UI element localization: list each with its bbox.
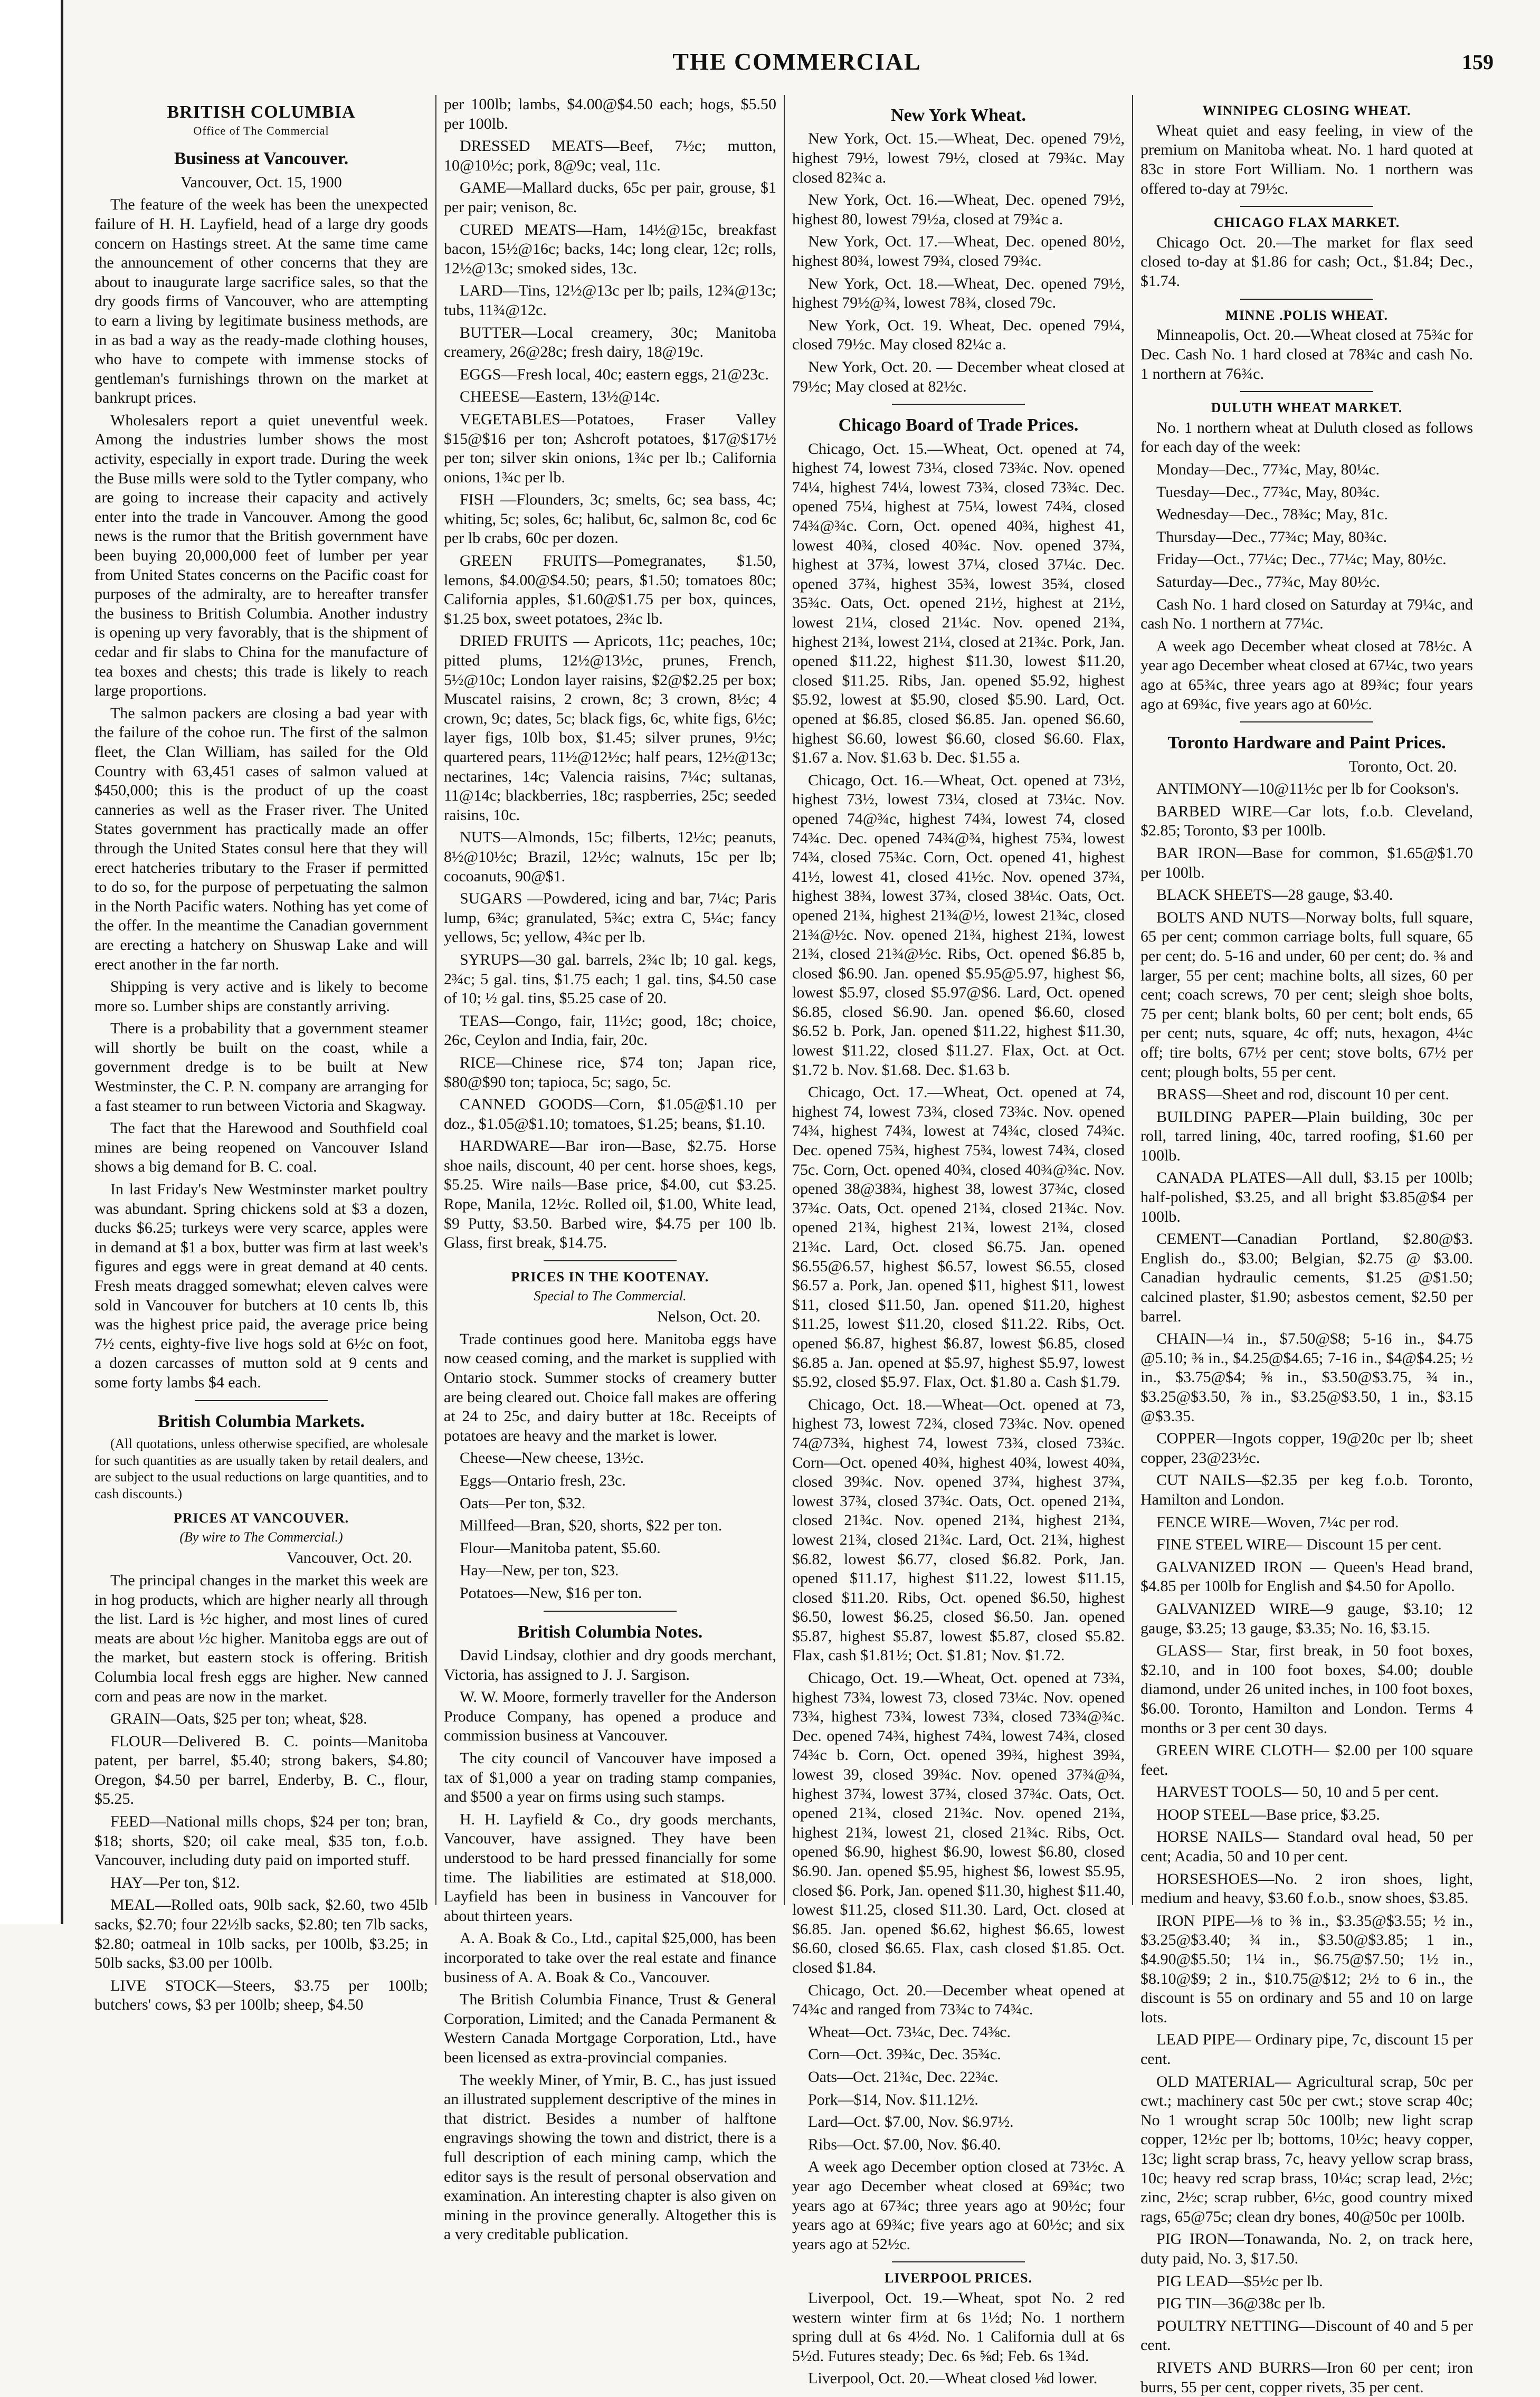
columns [87,95,1507,2396]
paragraph: A week ago December wheat closed at 78½c. A year ago December wheat closed at 67¼c, two years ago at 65¾c, three years ago at 89¾c; four years ago at 69¾c, five years ago at 60½c. [1140,637,1473,713]
section-subtitle: Office of The Commercial [193,124,329,138]
price-item: GREEN FRUITS—Pomegranates, $1.50, lemons, $4.00@$4.50; pears, $1.50; tomatoes 80c; California apples, $1.60@$1.75 per box, quinces, $1.25 box, sweet potatoes, 2¾c lb. [444,552,776,627]
heading-bc-markets: British Columbia Markets. [158,1411,365,1431]
divider [1240,391,1373,392]
price-item: Oats—Per ton, $32. [460,1494,586,1512]
price-item: NUTS—Almonds, 15c; filberts, 12½c; peanuts, 8½@10½c; Brazil, 12½c; walnuts, 15c per lb; cocoanuts, 90@$1. [444,829,776,885]
paragraph: Shipping is very active and is likely to become more so. Lumber ships are constantly arriving. [94,978,428,1015]
paragraph: The city council of Vancouver have imposed a tax of $1,000 a year on trading stamp companies, and $500 a year on firms using such stamps. [444,1749,776,1806]
price-item: ANTIMONY—10@11½c per lb for Cookson's. [1156,780,1459,798]
binding-spine [0,0,63,1924]
paragraph: Liverpool, Oct. 20.—Wheat closed ⅛d lower. [808,2370,1098,2388]
price-item: LIVE STOCK—Steers, $3.75 per 100lb; butchers' cows, $3 per 100lb; sheep, $4.50 [94,1976,428,2014]
heading-prices-vancouver: PRICES AT VANCOUVER. [173,1510,349,1526]
running-head [87,32,1507,90]
page-number: 159 [1462,50,1494,74]
paragraph: David Lindsay, clothier and dry goods merchant, Victoria, has assigned to J. J. Sargison. [444,1647,776,1683]
column-3 [784,95,1132,2388]
price-item: COPPER—Ingots copper, 19@20c per lb; sheet copper, 23@23½c. [1140,1430,1473,1467]
price-item: BOLTS AND NUTS—Norway bolts, full square, 65 per cent; common carriage bolts, full square, 65 per cent; do. 5-16 and under, 60 per cent; do. ⅜ and larger, 55 per cent; machine bolts, all sizes, 60 per cent; coach screws, 70 per cent; sleigh shoe bolts, 75 per cent; blank bolts, 60 per cent; bolt ends, 65 per cent; nuts, square, 4c off; nuts, hexagon, 4¼c off; tire bolts, 67½ per cent; stove bolts, 67½ per cent; plough bolts, 55 per cent. [1140,908,1473,1081]
paragraph: Chicago, Oct. 17.—Wheat, Oct. opened at 74, highest 74, lowest 73¾, closed 73¾c. Nov. opened 74¾, highest 74¾, lowest at 74¾c, closed 74¾c. Dec. opened 75¾, highest 75¾, lowest 74¾, closed 75c. Corn, Oct. opened 40¾, closed 40¾@¾c. Nov. opened 38@38¾, highest 38, lowest 37¾c, closed 37¾c. Oats, Oct. opened 21¾, closed 21¾c. Nov. opened 21¾, highest 21¾, lowest 21¾, closed 21¾c. Lard, Oct. closed $6.75. Jan. opened $6.55@6.57, highest $6.57, lowest $6.55, closed $6.57 a. Pork, Jan. opened $11, highest $11, lowest $11, closed $11.50, Jan. opened $11.20, highest $11.25, lowest $11.20, closed $11.22. Ribs, Oct. opened $6.87, highest $6.87, lowest $6.85, closed $6.85 a. Jan. opened at $5.97, highest $5.97, lowest $5.92, closed $5.97. Flax, Oct. $1.80 a. Cash $1.79. [792,1083,1125,1391]
paragraph: Chicago, Oct. 20.—December wheat opened at 74¾c and ranged from 73¾c to 74¾c. [792,1981,1125,2019]
paragraph: New York, Oct. 19. Wheat, Dec. opened 79¼, closed 79½c. May closed 82¼c a. [792,316,1125,354]
price-item: Saturday—Dec., 77¾c, May 80½c. [1156,573,1381,591]
price-item: HORSE NAILS— Standard oval head, 50 per cent; Acadia, 50 and 10 per cent. [1140,1828,1473,1866]
price-item: LEAD PIPE— Ordinary pipe, 7c, discount 15 per cent. [1140,2031,1473,2068]
price-item: SUGARS —Powdered, icing and bar, 7¼c; Paris lump, 6¾c; granulated, 5¾c; extra C, 5¼c; fancy yellows, 5c; yellow, 4¾c per lb. [444,890,776,946]
price-item: EGGS—Fresh local, 40c; eastern eggs, 21@23c. [460,365,769,383]
paragraph: New York, Oct. 17.—Wheat, Dec. opened 80½, highest 80¾, lowest 79¾, closed 79¾c. [792,233,1125,270]
price-item: RIVETS AND BURRS—Iron 60 per cent; iron burrs, 55 per cent, copper rivets, 35 per cent. [1140,2358,1473,2396]
paragraph: A week ago December option closed at 73½c. A year ago December wheat closed at 69¾c; two years ago at 67¾c; three years ago at 90½c; four years ago at 69¾c; five years ago at 60½c; and six years ago at 52½c. [792,2158,1125,2253]
price-item: PIG LEAD—$5½c per lb. [1156,2272,1323,2290]
heading-duluth: DULUTH WHEAT MARKET. [1211,400,1403,416]
section-title: BRITISH COLUMBIA [167,102,356,122]
paragraph: Chicago, Oct. 19.—Wheat, Oct. opened at 73¾, highest 73¾, lowest 73, closed 73¼c. Nov. opened 73¾, highest 73¾, lowest 73¾, closed 73¾@¾c. Dec. opened 74¾, highest 74¾, lowest 74¾, closed 74¾c b. Corn, Oct. opened 39¾, highest 39¾, lowest 39, closed 39¾c. Nov. opened 37¾@¾, highest 37¾, lowest 37¾, closed 37¾c. Oats, Oct. opened 21¾, closed 21¾c. Nov. opened 21¾, highest 21¾, lowest 21, closed 21¾c. Ribs, Oct. opened $6.90, highest $6.90, lowest $6.80, closed $6.90. Jan. opened $5.95, highest $6, lowest $5.95, closed $6. Pork, Jan. opened $11.30, highest $11.40, lowest $11.25, closed $11.30. Lard, Oct. closed at $6.85. Jan. opened $6.62, highest $6.65, lowest $6.60, closed $6.65. Flax, cash closed $1.85. Oct. closed $1.84. [792,1669,1125,1976]
divider [1240,206,1373,207]
divider [544,1260,677,1261]
price-item: Tuesday—Dec., 77¾c, May, 80¾c. [1156,483,1380,501]
price-item: BLACK SHEETS—28 gauge, $3.40. [1156,886,1393,904]
price-item: FEED—National mills chops, $24 per ton; bran, $18; shorts, $20; oil cake meal, $35 ton, f.o.b. Vancouver, including duty paid on imported stuff. [94,1813,428,1869]
price-item: Flour—Manitoba patent, $5.60. [460,1539,661,1557]
paragraph: New York, Oct. 18.—Wheat, Dec. opened 79½, highest 79½@¾, lowest 78¾, closed 79c. [792,274,1125,312]
heading-liverpool: LIVERPOOL PRICES. [885,2270,1032,2286]
dateline: Nelson, Oct. 20. [657,1308,761,1326]
newspaper-page [87,32,1507,2396]
publication-title: THE COMMERCIAL [672,48,921,75]
heading-business-vancouver: Business at Vancouver. [174,149,349,169]
price-item: HAY—Per ton, $12. [110,1873,240,1891]
paragraph: The weekly Miner, of Ymir, B. C., has just issued an illustrated supplement descriptive of the mines in that district. Besides a number of halftone engravings showing the town and district, there is a full description of each mining camp, which the editor says is the result of personal observation and examination. An interesting chapter is also given on mining in the province generally. Altogether this is a very creditable publication. [444,2071,776,2243]
divider [1240,721,1373,722]
price-item: FINE STEEL WIRE— Discount 15 per cent. [1156,1536,1442,1554]
price-item: Eggs—Ontario fresh, 23c. [460,1472,626,1490]
price-item: Thursday—Dec., 77¾c; May, 80¾c. [1156,528,1387,546]
paragraph: New York, Oct. 20. — December wheat closed at 79½c; May closed at 82½c. [792,358,1125,395]
paragraph: H. H. Layfield & Co., dry goods merchants, Vancouver, have assigned. They have been understood to be hard pressed financially for some time. The liabilities are estimated at $18,000. Layfield has been in business in Vancouver for about thirteen years. [444,1810,776,1925]
price-item: Ribs—Oct. $7.00, Nov. $6.40. [808,2135,1001,2153]
column-2 [435,95,784,2243]
paragraph: Liverpool, Oct. 19.—Wheat, spot No. 2 red western winter firm at 6s 1½d; No. 1 northern spring dull at 6s 4½d. No. 1 California dull at 6s 5½d. Futures steady; Dec. 6s ⅝d; Feb. 6s 1¾d. [792,2289,1125,2365]
paragraph: Wholesalers report a quiet uneventful week. Among the industries lumber shows the most activity, especially in export trade. During the week the Buse mills were sold to the Tytler company, who are going to increase their capacity and actively enter into the trade in Vancouver. Among the good news is the rumor that the British government have been buying 20,000,000 feet of lumber per year from United States concerns on the Pacific coast for purposes of the admiralty, are to hereafter transfer the business to British Columbia. Another industry is opening up very favorably, that is the shipment of cedar and fir slabs to China for the manufacture of tea boxes and chests; this trade is likely to reach large proportions. [94,411,428,700]
paragraph: The British Columbia Finance, Trust & General Corporation, Limited; and the Canada Permanent & Western Canada Mortgage Corporation, Ltd., have been licensed as extra-provincial companies. [444,1991,776,2066]
paragraph: W. W. Moore, formerly traveller for the Anderson Produce Company, has opened a produce and commission business at Vancouver. [444,1688,776,1745]
column-1 [87,95,435,2014]
paragraph: No. 1 northern wheat at Duluth closed as follows for each day of the week: [1140,418,1473,456]
price-item: HARVEST TOOLS— 50, 10 and 5 per cent. [1156,1783,1439,1801]
paragraph: The fact that the Harewood and Southfield coal mines are being reopened on Vancouver Island shows a big demand for B. C. coal. [94,1119,428,1176]
divider [195,1400,328,1401]
price-item: OLD MATERIAL— Agricultural scrap, 50c per cwt.; machinery cast 50c per cwt.; stove scrap 40c; No 1 wrought scrap 50c 100lb; new light scrap copper, 12½c per lb; bottoms, 10½c; heavy copper, 13c; light scrap brass, 7c, heavy yellow scrap brass, 10c; heavy red scrap brass, 10¼c; scrap lead, 2½c; zinc, 2½c; scrap rubber, 6½c, good country mixed rags, 65@75c; clean dry bones, 40@50c per 100lb. [1140,2072,1473,2225]
price-item: Pork—$14, Nov. $11.12½. [808,2090,978,2108]
heading-minneapolis: MINNE .POLIS WHEAT. [1225,307,1388,323]
price-item: Hay—New, per ton, $23. [460,1562,619,1580]
paragraph: The feature of the week has been the unexpected failure of H. H. Layfield, head of a large dry goods concern on Hastings street. At the same time came the announcement of other concerns that they are about to inaugurate large sacrifice sales, so that the dry goods firms of Vancouver, who are attempting to earn a living by legitimate business methods, are in as bad a way as the ready-made clothing houses, who have to compete with immense stocks of gentleman's furnishings thrown on the market at bankrupt prices. [94,196,428,407]
price-item: GLASS— Star, first break, in 50 foot boxes, $2.10, and in 100 foot boxes, $4.00; double diamond, under 26 united inches, in 100 foot boxes, $6.00. Toronto, Hamilton and London. Terms 4 months or 3 per cent 30 days. [1140,1642,1473,1737]
price-item: Millfeed—Bran, $20, shorts, $22 per ton. [460,1517,723,1535]
paragraph: Wheat quiet and easy feeling, in view of the premium on Manitoba wheat. No. 1 hard quoted at 83c in store Fort William. No. 1 northern was offered to-day at 79½c. [1140,121,1473,197]
price-item: Oats—Oct. 21¾c, Dec. 22¾c. [808,2068,999,2086]
price-item: CANADA PLATES—All dull, $3.15 per 100lb; half-polished, $3.25, and all bright $3.85@$4 per 100lb. [1140,1169,1473,1225]
price-item: RICE—Chinese rice, $74 ton; Japan rice, $80@$90 ton; tapioca, 5c; sago, 5c. [444,1053,776,1091]
price-item: per 100lb; lambs, $4.00@$4.50 each; hogs, $5.50 per 100lb. [444,96,776,132]
markets-note: (All quotations, unless otherwise specified, are wholesale for such quantities as are usually taken by retail dealers, and are subject to the usual reductions on large quantities, and to cash discounts.) [94,1436,428,1502]
price-item: Cheese—New cheese, 13½c. [460,1449,644,1467]
special-note: Special to The Commercial. [534,1288,687,1304]
paragraph: The principal changes in the market this week are in hog products, which are higher nearly all through the list. Lard is ½c higher, and most lines of cured meats are about ½c higher. Manitoba eggs are out of the market, but eastern stock is offering. British Columbia local fresh eggs are higher. New canned corn and peas are now in the market. [94,1571,428,1705]
price-item: BUTTER—Local creamery, 30c; Manitoba creamery, 26@28c; fresh dairy, 18@19c. [444,324,776,361]
price-item: HARDWARE—Bar iron—Base, $2.75. Horse shoe nails, discount, 40 per cent. horse shoes, kegs, $5.25. Wire nails—Base price, $4.00, cut $3.25. Rope, Manila, 12½c. Rolled oil, $1.00, White lead, $9 Putty, $3.50. Barbed wire, $4.75 per 100 lb. Glass, first break, $14.75. [444,1137,776,1252]
price-item: CHEESE—Eastern, 13½@14c. [460,388,660,406]
divider [544,1611,677,1612]
price-item: GALVANIZED IRON — Queen's Head brand, $4.85 per 100lb for English and $4.50 for Apollo. [1140,1558,1473,1595]
price-item: CEMENT—Canadian Portland, $2.80@$3. English do., $3.00; Belgian, $2.75 @ $3.00. Canadian hydraulic cements, $1.25 @$1.50; calcined plaster, $1.90; asbestos cement, $2.50 per barrel. [1140,1230,1473,1325]
column-4 [1132,95,1480,2396]
price-item: VEGETABLES—Potatoes, Fraser Valley $15@$16 per ton; Ashcroft potatoes, $17@$17½ per ton; silver skin onions, 1¾c per lb.; California onions, 1¾c per lb. [444,410,776,486]
divider [892,2261,1025,2262]
price-item: Corn—Oct. 39¾c, Dec. 35¾c. [808,2046,1001,2063]
price-item: PIG TIN—36@38c per lb. [1156,2295,1326,2313]
price-item: Potatoes—New, $16 per ton. [460,1584,642,1602]
wire-note: (By wire to The Commercial.) [179,1529,343,1545]
price-item: GAME—Mallard ducks, 65c per pair, grouse, $1 per pair; venison, 8c. [444,179,776,216]
paragraph: Cash No. 1 hard closed on Saturday at 79¼c, and cash No. 1 northern at 77¼c. [1140,595,1473,633]
price-item: GREEN WIRE CLOTH— $2.00 per 100 square feet. [1140,1742,1473,1778]
heading-chicago-flax: CHICAGO FLAX MARKET. [1213,215,1400,231]
paragraph: New York, Oct. 16.—Wheat, Dec. opened 79½, highest 80, lowest 79½a, closed at 79¾c a. [792,191,1125,228]
price-item: BARBED WIRE—Car lots, f.o.b. Cleveland, $2.85; Toronto, $3 per 100lb. [1140,802,1473,840]
price-item: PIG IRON—Tonawanda, No. 2, on track here, duty paid, No. 3, $17.50. [1140,2230,1473,2267]
dateline: Vancouver, Oct. 20. [287,1549,412,1567]
dateline: Toronto, Oct. 20. [1348,757,1457,775]
price-item: HOOP STEEL—Base price, $3.25. [1156,1805,1380,1823]
price-item: GRAIN—Oats, $25 per ton; wheat, $28. [110,1710,367,1728]
price-item: CURED MEATS—Ham, 14½@15c, breakfast bacon, 15½@16c; backs, 14c; long clear, 12c; rolls, 12½@13c; smoked sides, 13c. [444,221,776,277]
price-item: FENCE WIRE—Woven, 7¼c per rod. [1156,1513,1399,1531]
paragraph: A. A. Boak & Co., Ltd., capital $25,000, has been incorporated to take over the real estate and finance business of A. A. Boak & Co., Vancouver. [444,1929,776,1986]
paragraph: Chicago, Oct. 18.—Wheat—Oct. opened at 73, highest 73, lowest 72¾, closed 73¾c. Nov. opened 74@73¾, highest 74, lowest 73¾, closed 73¾c. Corn—Oct. opened 40¾, highest 40¾, lowest 40¾, closed 39¾c. Nov. opened 37¾, highest 37¾, lowest 37¾, closed 37¾c. Oats, Oct. opened 21¾, closed 21¾c. Nov. opened 21¾, highest 21¾, lowest 21¾, closed 21¾c. Lard, Oct. 21¾, highest $6.82, lowest $6.77, closed $6.82. Pork, Jan. opened $11.17, highest $11.22, lowest $11.15, closed $11.20. Ribs, Oct. opened $6.50, highest $6.50, lowest $6.25, closed $6.50. Jan. opened $5.87, highest $5.87, lowest $5.87, closed $5.82. Flax, cash $1.81½; Oct. $1.81; Nov. $1.72. [792,1395,1125,1664]
price-item: LARD—Tins, 12½@13c per lb; pails, 12¾@13c; tubs, 11¾@12c. [444,282,776,319]
divider [892,404,1025,405]
price-item: DRIED FRUITS — Apricots, 11c; peaches, 10c; pitted plums, 12½@13½c, prunes, French, 5½@10c; London layer raisins, $2@$2.25 per box; Muscatel raisins, 2 crown, 8c; 3 crown, 8½c; 4 crown, 9c; dates, 5c; black figs, 6c, white figs, 6½c; layer figs, 10lb box, $1.45; silver prunes, 9½c; quartered pears, 11½@12½c; half pears, 12½@13c; nectarines, 14c; Valencia raisins, 7¼c; sultanas, 11@14c; blackberries, 18c; raspberries, 25c; seeded raisins, 10c. [444,632,776,824]
price-item: BAR IRON—Base for common, $1.65@$1.70 per 100lb. [1140,844,1473,881]
paragraph: New York, Oct. 15.—Wheat, Dec. opened 79½, highest 79½, lowest 79½, closed at 79¾c. May closed 82¾c a. [792,130,1125,186]
price-item: MEAL—Rolled oats, 90lb sack, $2.60, two 45lb sacks, $2.70; four 22½lb sacks, $2.80; ten 7lb sacks, $2.80; oatmeal in 10lb sacks, per 100lb, $3.25; in 50lb sacks, $3.00 per 100lb. [94,1896,428,1972]
price-item: CANNED GOODS—Corn, $1.05@$1.10 per doz., $1.05@$1.10; tomatoes, $1.25; beans, $1.10. [444,1096,776,1133]
price-item: Wednesday—Dec., 78¾c; May, 81c. [1156,506,1388,524]
price-item: FLOUR—Delivered B. C. points—Manitoba patent, per barrel, $5.40; strong bakers, $4.80; Oregon, $4.50 per barrel, Enderby, B. C., flour, $5.25. [94,1732,428,1808]
price-item: TEAS—Congo, fair, 11½c; good, 18c; choice, 26c, Ceylon and India, fair, 20c. [444,1012,776,1049]
paragraph: Chicago Oct. 20.—The market for flax seed closed to-day at $1.86 for cash; Oct., $1.84; Dec., $1.74. [1140,233,1473,290]
heading-kootenay: PRICES IN THE KOOTENAY. [511,1269,709,1285]
price-item: GALVANIZED WIRE—9 gauge, $3.10; 12 gauge, $3.25; 13 gauge, $3.35; No. 16, $3.15. [1140,1600,1473,1637]
price-item: IRON PIPE—⅛ to ⅜ in., $3.35@$3.55; ½ in., $3.25@$3.40; ¾ in., $3.50@$3.85; 1 in., $4.90@$5.50; 1¼ in., $6.75@$7.50; 1½ in., $8.10@$9; 2 in., $10.75@$12; 2½ to 6 in., the discount is 55 on ordinary and 55 and 10 on large lots. [1140,1911,1473,2026]
paragraph: The salmon packers are closing a bad year with the failure of the cohoe run. The first of the salmon fleet, the Clan William, has sailed for the Old Country with 63,451 cases of salmon valued at $450,000; this is the product of up the coast canneries as well as the Fraser river. The United States government has practically made an offer through the United States consul here that they will erect hatcheries tributary to the Fraser if permitted to do so, for the purpose of perpetuating the salmon in the North Pacific waters. Nothing has yet come of the offer. In the meantime the Canadian government are erecting a hatchery on Shuswap Lake and will erect another in the far north. [94,704,428,973]
divider [1240,299,1373,300]
paragraph: Chicago, Oct. 15.—Wheat, Oct. opened at 74, highest 74, lowest 73¼, closed 73¾c. Nov. opened 74¼, highest 74¼, lowest 73¾, closed 73¾c. Dec. opened 75¼, highest at 75¼, lowest 74¾, closed 74¾@¾c. Corn, Oct. opened 40¾, highest 41, lowest 40¾, closed 40¾c. Nov. opened 37¾, highest at 37¾, lowest 37¼, closed 37¼c. Dec. opened 37¾, highest 35¾, lowest 35¾, closed 35¾c. Oats, Oct. opened 21½, highest at 21½, lowest 21¼, closed 21¼c. Nov. opened 21¾, highest 21¾, lowest 21¼, closed at 21¾c. Pork, Jan. opened $11.22, highest $11.30, lowest $11.20, closed $11.25. Ribs, Jan. opened $5.92, highest $5.92, lowest at $5.90, closed $5.90. Lard, Oct. opened at $6.85, closed $6.85. Jan. opened $6.60, highest $6.60, lowest $6.60, closed $6.60. Flax, $1.67 a. Nov. $1.63 b. Dec. $1.55 a. [792,440,1125,767]
paragraph: There is a probability that a government steamer will shortly be built on the coast, while a government dredge is to be built at New Westminster, the C. P. N. company are arranging for a fast steamer to run between Victoria and Skagway. [94,1020,428,1115]
dateline: Vancouver, Oct. 15, 1900 [180,173,342,191]
price-item: Friday—Oct., 77¼c; Dec., 77¼c; May, 80½c. [1156,550,1447,568]
price-item: Monday—Dec., 77¾c, May, 80¼c. [1156,461,1380,478]
paragraph: Chicago, Oct. 16.—Wheat, Oct. opened at 73½, highest 73½, lowest 73¼, closed at 73¼c. Nov. opened 74@¾c, highest 74¾, lowest 74, closed 74¾c. Dec. opened 74¾@¾, highest 75¾, lowest 74¾, closed 75¾c. Corn, Oct. opened 41, highest 41½, lowest 41, closed 41½c. Nov. opened 37¾, highest 38¾, lowest 37¾, closed 38¼c. Oats, Oct. opened 21¾, highest 21¾@½, lowest 21¾c, closed 21¾@½c. Nov. opened 21¾, highest 21¾, lowest 21¾, closed 21¾@½c. Ribs, Oct. opened $6.85 b, closed $6.90. Jan. opened $5.95@5.97, highest $6, lowest $5.97, closed $5.97@$6. Lard, Oct. opened $6.85, closed $6.90. Jan. opened $6.60, closed $6.52 b. Pork, Jan. opened $11.22, highest $11.30, lowest $11.22, closed $11.27. Flax, Oct. at Oct. $1.72 b. Nov. $1.68. Dec. $1.63 b. [792,771,1125,1079]
price-item: CUT NAILS—$2.35 per keg f.o.b. Toronto, Hamilton and London. [1140,1471,1473,1508]
price-item: POULTRY NETTING—Discount of 40 and 5 per cent. [1140,2317,1473,2354]
price-item: DRESSED MEATS—Beef, 7½c; mutton, 10@10½c; pork, 8@9c; veal, 11c. [444,137,776,174]
heading-bc-notes: British Columbia Notes. [517,1622,703,1642]
price-item: FISH —Flounders, 3c; smelts, 6c; sea bass, 4c; whiting, 5c; soles, 6c; halibut, 6c, salmon 8c, cod 6c per lb crabs, 60c per dozen. [444,491,776,547]
paragraph: Trade continues good here. Manitoba eggs have now ceased coming, and the market is supplied with Ontario stock. Summer stocks of creamery butter are being cleared out. Choice fall makes are offering at 24 to 25c, and dairy butter at 18c. Receipts of potatoes are heavy and the market is lower. [444,1330,776,1444]
heading-new-york-wheat: New York Wheat. [891,106,1026,125]
paragraph: Minneapolis, Oct. 20.—Wheat closed at 75¾c for Dec. Cash No. 1 hard closed at 78¾c and cash No. 1 northern at 76¾c. [1140,326,1473,383]
price-item: BUILDING PAPER—Plain building, 30c per roll, tarred lining, 40c, tarred roofing, $1.60 per 100lb. [1140,1108,1473,1164]
price-item: HORSESHOES—No. 2 iron shoes, light, medium and heavy, $3.60 f.o.b., snow shoes, $3.85. [1140,1870,1473,1907]
price-item: CHAIN—¼ in., $7.50@$8; 5-16 in., $4.75 @5.10; ⅜ in., $4.25@$4.65; 7-16 in., $4@$4.25; ½ in., $3.75@$4; ⅝ in., $3.50@$3.75, ¾ in., $3.25@$3.50, ⅞ in., $3.25@$3.50, 1 in., $3.15 @$3.35. [1140,1330,1473,1425]
heading-winnipeg: WINNIPEG CLOSING WHEAT. [1202,103,1411,118]
paragraph: In last Friday's New Westminster market poultry was abundant. Spring chickens sold at $3 a dozen, ducks $6.25; turkeys were very scarce, apples were in demand at $1 a box, butter was firm at last week's figures and eggs were in great demand at 40 cents. Fresh meats dragged somewhat; eleven calves were sold in Vancouver for butchers at 10 cents lb, this was the highest price paid, the average price being 7½ cents, eighty-five live hogs sold at 6½c on foot, a dozen carcasses of mutton sold at 9 cents and some forty lambs $4 each. [94,1181,428,1391]
price-item: Lard—Oct. $7.00, Nov. $6.97½. [808,2113,1014,2131]
price-item: SYRUPS—30 gal. barrels, 2¾c lb; 10 gal. kegs, 2¾c; 5 gal. tins, $1.75 each; 1 gal. tins, $4.50 case of 10; ½ gal. tins, $5.25 case of 20. [444,950,776,1007]
price-item: BRASS—Sheet and rod, discount 10 per cent. [1156,1086,1449,1104]
heading-chicago-board: Chicago Board of Trade Prices. [838,415,1079,435]
heading-toronto-hardware: Toronto Hardware and Paint Prices. [1167,733,1446,753]
price-item: Wheat—Oct. 73¼c, Dec. 74⅜c. [808,2023,1011,2041]
